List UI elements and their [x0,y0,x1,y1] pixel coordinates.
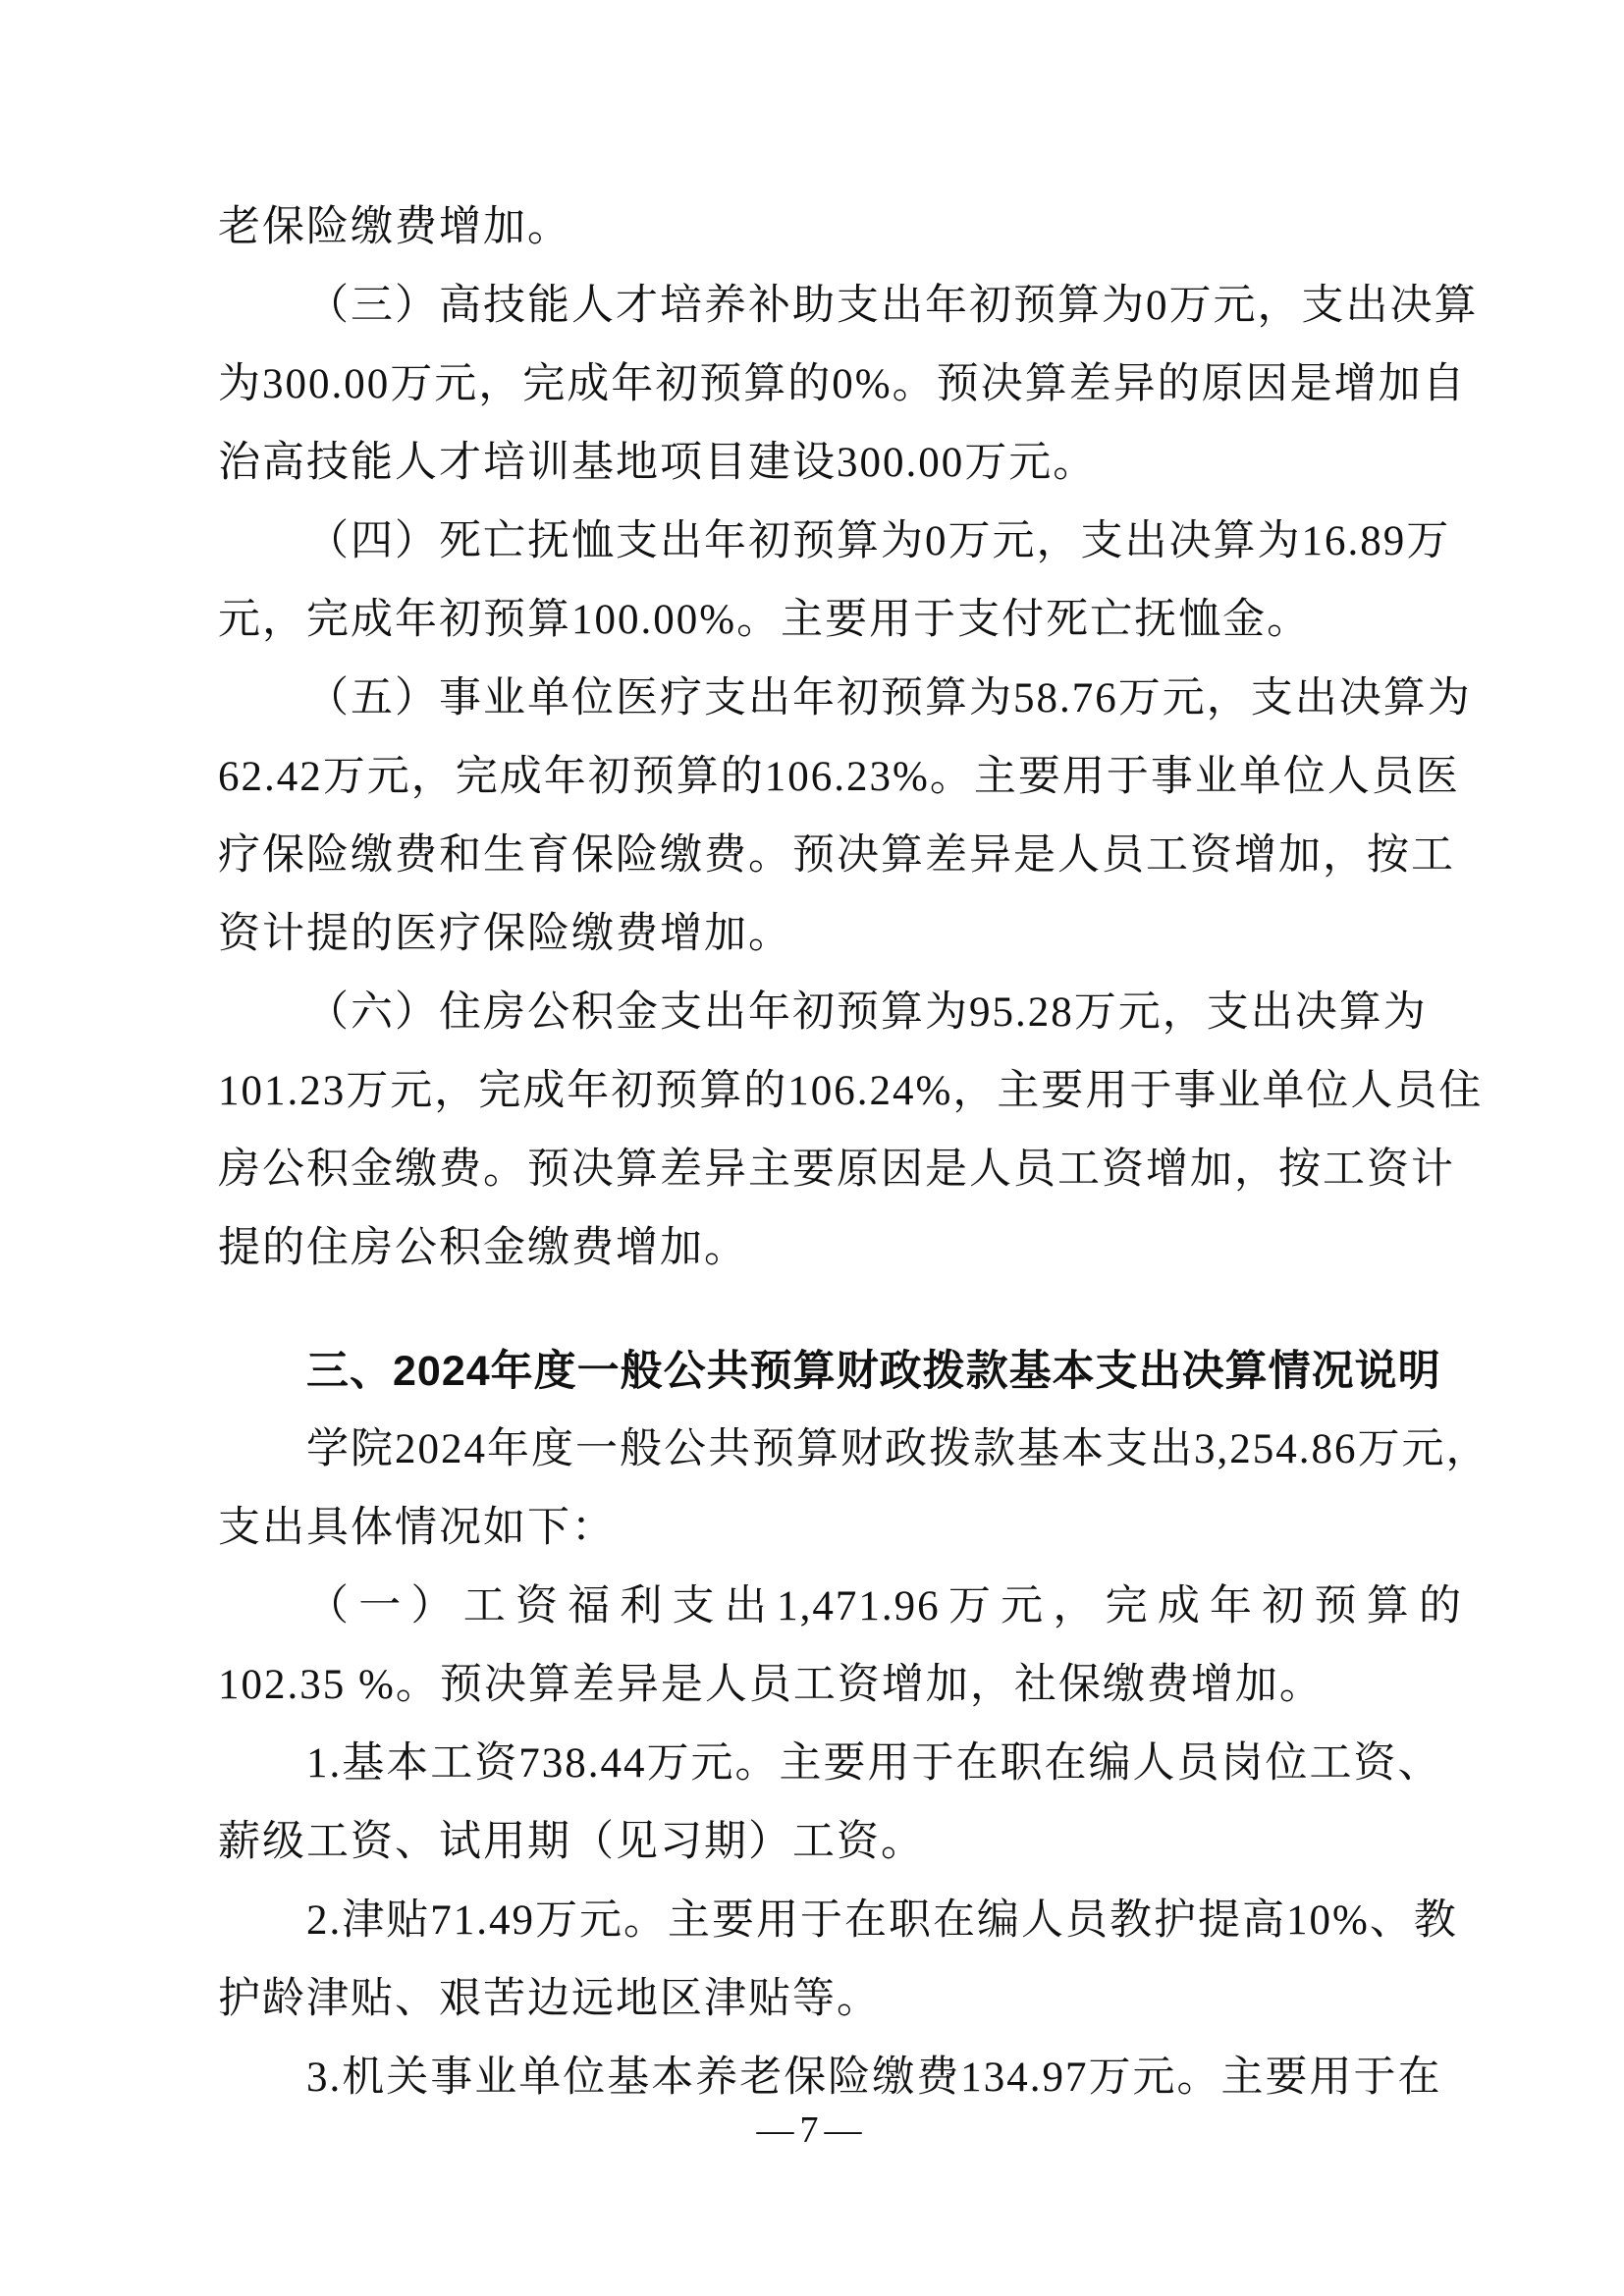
text-line: 疗保险缴费和生育保险缴费。预决算差异是人员工资增加，按工 [218,832,1455,879]
text-line: 薪级工资、试用期（见习期）工资。 [218,1819,925,1865]
text-line: 房公积金缴费。预决算差异主要原因是人员工资增加，按工资计 [218,1147,1455,1193]
text-line: 护龄津贴、艰苦边远地区津贴等。 [218,1976,881,2022]
text-line: 102.35 %。预决算差异是人员工资增加，社保缴费增加。 [218,1662,1324,1708]
section-heading: 三、2024年度一般公共预算财政拨款基本支出决算情况说明 [306,1348,1441,1395]
text-line: 为300.00万元，完成年初预算的0%。预决算差异的原因是增加自 [218,361,1467,407]
text-line: （五）事业单位医疗支出年初预算为58.76万元，支出决算为 [306,675,1472,721]
document-body [218,188,1490,2117]
text-line: 1.基本工资738.44万元。主要用于在职在编人员岗位工资、 [306,1740,1442,1787]
text-line: （一）工资福利支出1,471.96万元，完成年初预算的 [306,1583,1463,1629]
text-line: 2.津贴71.49万元。主要用于在职在编人员教护提高10%、教 [306,1897,1458,1944]
text-line: 资计提的医疗保险缴费增加。 [218,911,792,957]
text-line: （三）高技能人才培养补助支出年初预算为0万元，支出决算 [306,283,1479,329]
text-line: 老保险缴费增加。 [218,204,571,250]
text-line: （六）住房公积金支出年初预算为95.28万元，支出决算为 [306,989,1428,1036]
text-line: 提的住房公积金缴费增加。 [218,1225,748,1271]
page-number: —7— [756,2109,868,2151]
text-line: 治高技能人才培训基地项目建设300.00万元。 [218,440,1098,486]
text-line: 101.23万元，完成年初预算的106.24%，主要用于事业单位人员住 [218,1068,1484,1114]
text-line: 支出具体情况如下： [218,1505,616,1551]
text-line: 学院2024年度一般公共预算财政拨款基本支出3,254.86万元， [306,1426,1490,1472]
text-line: 62.42万元，完成年初预算的106.23%。主要用于事业单位人员医 [218,754,1460,800]
text-line: 3.机关事业单位基本养老保险缴费134.97万元。主要用于在 [306,2055,1442,2101]
text-line: 元，完成年初预算100.00%。主要用于支付死亡抚恤金。 [218,597,1312,643]
text-line: （四）死亡抚恤支出年初预算为0万元，支出决算为16.89万 [306,518,1451,564]
